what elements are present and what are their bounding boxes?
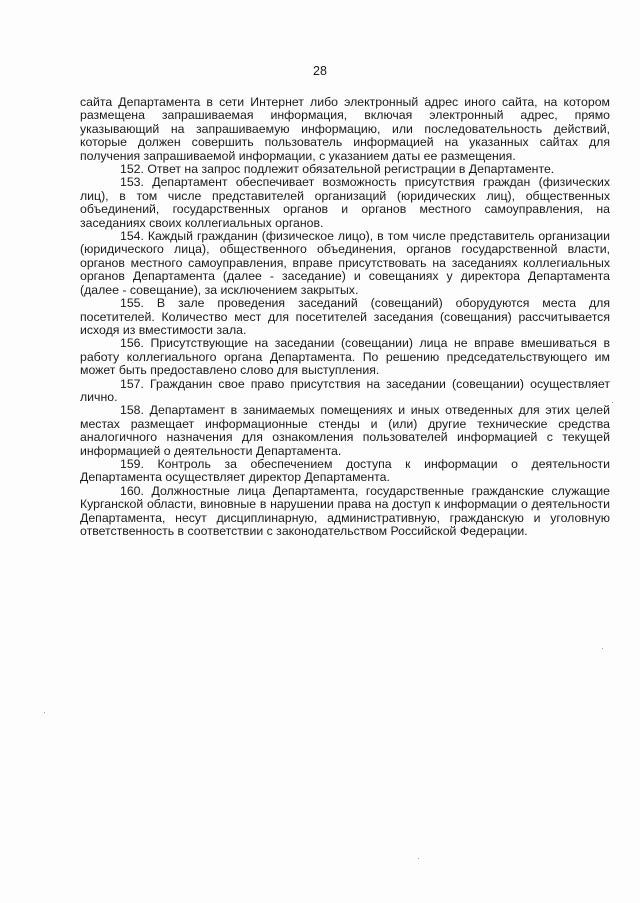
paragraph-158: 158. Департамент в занимаемых помещениях и иных отведенных для этих целей местах размещает информационные стенды и (или) другие технические средства аналогичного назначения для ознакомления пользователей информацией с текущей информацией о деятельности Департамента. [80, 403, 610, 458]
scan-speck [602, 648, 603, 649]
paragraph-154: 154. Каждый гражданин (физическое лицо), в том числе представитель организации (юридического лица), общественного объединения, органов государственной власти, органов местного самоуправления, вправе присутствовать на заседаниях коллегиальных органов Департамента (далее - заседание) и совещаниях у директора Департамента (далее - совещание), за исключением закрытых. [80, 229, 610, 297]
page-number: 28 [313, 64, 327, 78]
paragraph-160: 160. Должностные лица Департамента, государственные гражданские служащие Курганской области, виновные в нарушении права на доступ к информации о деятельности Департамента, несут дисциплинарную, административную, гражданскую и уголовную ответственность в соответствии с законодательством Российской Федерации. [80, 483, 610, 538]
paragraph-continuation: сайта Департамента в сети Интернет либо электронный адрес иного сайта, на котором размещена запрашиваемая информация, включая электронный адрес, прямо указывающий на запрашиваемую информацию, или последовательность действий, которые должен совершить пользователь информацией на указанных сайтах для получения запрашиваемой информации, с указанием даты ее размещения. [80, 95, 610, 163]
paragraph-153: 153. Департамент обеспечивает возможность присутствия граждан (физических лиц), в том числе представителей организаций (юридических лиц), общественных объединений, государственных органов и органов местного самоуправления, на заседаниях своих коллегиальных органов. [80, 175, 610, 230]
scan-speck [418, 858, 419, 859]
paragraph-156: 156. Присутствующие на заседании (совещании) лица не вправе вмешиваться в работу коллегиального органа Департамента. По решению председательствующего им может быть предоставлено слово для выступления. [80, 336, 610, 378]
paragraph-155: 155. В зале проведения заседаний (совещаний) оборудуются места для посетителей. Количество мест для посетителей заседания (совещания) рассчитывается исходя из вместимости зала. [80, 296, 610, 337]
paragraph-159: 159. Контроль за обеспечением доступа к информации о деятельности Департамента осуществляет директор Департамента. [80, 456, 610, 485]
document-body [80, 96, 610, 538]
scan-speck [44, 712, 45, 713]
paragraph-152: 152. Ответ на запрос подлежит обязательной регистрации в Департаменте. [120, 162, 555, 177]
scan-speck [612, 402, 613, 403]
paragraph-157: 157. Гражданин свое право присутствия на заседании (совещании) осуществляет лично. [80, 376, 610, 404]
